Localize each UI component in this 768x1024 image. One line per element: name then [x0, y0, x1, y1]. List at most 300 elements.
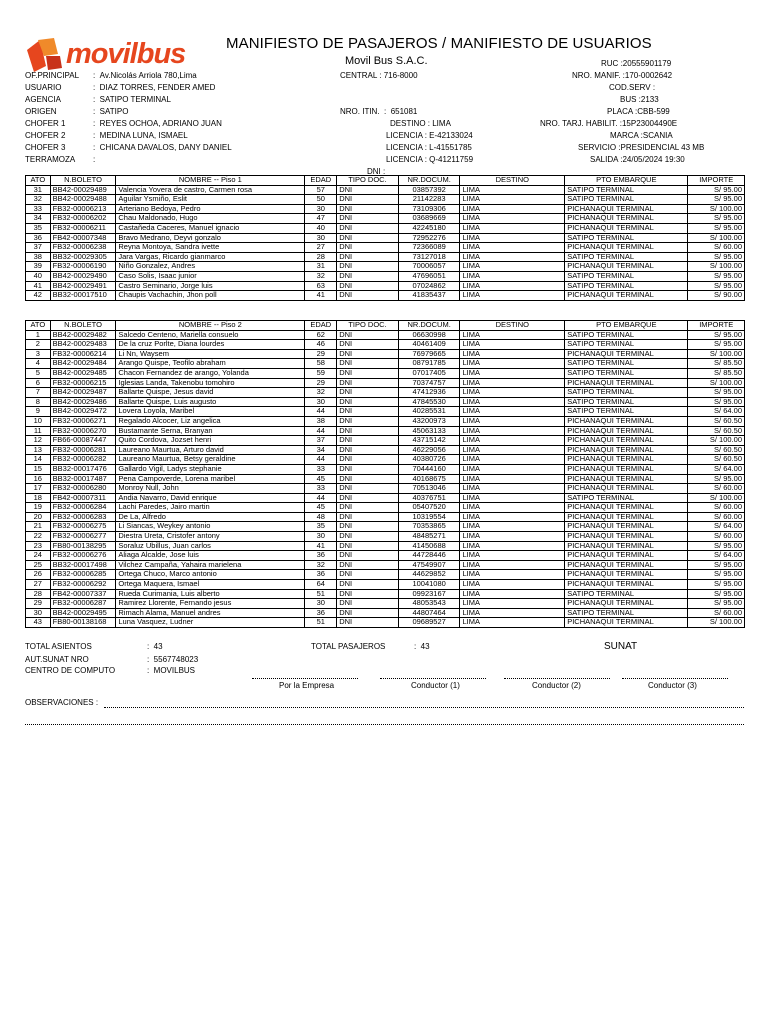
- col-tipo-doc: TIPO DOC.: [337, 321, 399, 331]
- table-cell: S/ 95.00: [688, 214, 745, 224]
- table-cell: 62: [305, 330, 337, 340]
- table-cell: 10041080: [398, 580, 460, 590]
- table-cell: LIMA: [460, 484, 565, 494]
- table-cell: Gallardo Vigil, Ladys stephanie: [116, 464, 305, 474]
- table-cell: SATIPO TERMINAL: [565, 271, 688, 281]
- col-destino: DESTINO: [460, 321, 565, 331]
- table-cell: FB32-00006276: [50, 551, 116, 561]
- table-cell: FB32-00006213: [50, 204, 116, 214]
- table-cell: PICHANAQUI TERMINAL: [565, 560, 688, 570]
- table-cell: DNI: [337, 541, 399, 551]
- table-row: [26, 503, 745, 513]
- table-cell: LIMA: [460, 349, 565, 359]
- table-cell: 03857392: [398, 185, 460, 195]
- table-cell: LIMA: [460, 330, 565, 340]
- col-edad: EDAD: [305, 176, 337, 186]
- table-row: [26, 262, 745, 272]
- table-cell: SATIPO TERMINAL: [565, 359, 688, 369]
- table-cell: 48053543: [398, 599, 460, 609]
- table-cell: S/ 85.50: [688, 368, 745, 378]
- signature-line: [252, 678, 358, 679]
- table-cell: 70513046: [398, 484, 460, 494]
- table-cell: S/ 95.00: [688, 185, 745, 195]
- table-cell: Ballarte Quispe, Jesus david: [116, 388, 305, 398]
- table-cell: FB32-00006214: [50, 349, 116, 359]
- table-cell: LIMA: [460, 388, 565, 398]
- table-cell: PICHANAQUI TERMINAL: [565, 580, 688, 590]
- table-cell: 27: [305, 243, 337, 253]
- table-cell: 30: [305, 204, 337, 214]
- table-cell: S/ 60.00: [688, 243, 745, 253]
- table-cell: S/ 95.00: [688, 570, 745, 580]
- table-cell: 09923167: [398, 589, 460, 599]
- table-cell: 72366089: [398, 243, 460, 253]
- table-cell: SATIPO TERMINAL: [565, 397, 688, 407]
- table-cell: DNI: [337, 330, 399, 340]
- table-row: [26, 551, 745, 561]
- table-cell: FB66-00087447: [50, 436, 116, 446]
- table-cell: 37: [26, 243, 51, 253]
- table-cell: S/ 95.00: [688, 397, 745, 407]
- table-cell: De La, Alfredo: [116, 512, 305, 522]
- table-row: [26, 532, 745, 542]
- table-cell: DNI: [337, 271, 399, 281]
- col-nombre: NOMBRE -- Piso 2: [116, 321, 305, 331]
- table-cell: 58: [305, 359, 337, 369]
- table-cell: 34: [305, 445, 337, 455]
- table-row: [26, 185, 745, 195]
- table-cell: 31: [305, 262, 337, 272]
- table-cell: 5: [26, 368, 51, 378]
- table-row: [26, 407, 745, 417]
- table-row: [26, 349, 745, 359]
- table-row: [26, 281, 745, 291]
- table-cell: 44728446: [398, 551, 460, 561]
- table-cell: 22: [26, 532, 51, 542]
- table-cell: 43: [26, 618, 51, 628]
- table-cell: 12: [26, 436, 51, 446]
- table-cell: DNI: [337, 397, 399, 407]
- table-cell: 32: [26, 195, 51, 205]
- table-cell: DNI: [337, 291, 399, 301]
- table-cell: BB32-00017487: [50, 474, 116, 484]
- table-cell: 05407520: [398, 503, 460, 513]
- table-row: [26, 291, 745, 301]
- table-cell: 36: [305, 608, 337, 618]
- movilbus-logo: [24, 36, 199, 74]
- table-cell: S/ 100.00: [688, 436, 745, 446]
- table-cell: 44: [305, 426, 337, 436]
- table-cell: S/ 95.00: [688, 330, 745, 340]
- table-cell: S/ 60.00: [688, 608, 745, 618]
- aut-sunat-label: AUT.SUNAT NRO: [25, 655, 89, 664]
- table-row: [26, 455, 745, 465]
- table-cell: SATIPO TERMINAL: [565, 589, 688, 599]
- passenger-table-floor-1: [25, 175, 745, 301]
- table-cell: 70444160: [398, 464, 460, 474]
- table-cell: SATIPO TERMINAL: [565, 388, 688, 398]
- table-cell: 36: [305, 551, 337, 561]
- header-field: NRO. TARJ. HABILIT. :15P23004490E: [540, 119, 678, 128]
- table-cell: 50: [305, 195, 337, 205]
- signature-line: [504, 678, 610, 679]
- table-cell: PICHANAQUI TERMINAL: [565, 416, 688, 426]
- table-cell: 43200973: [398, 416, 460, 426]
- table-cell: Lachi Paredes, Jairo martin: [116, 503, 305, 513]
- table-cell: 06630998: [398, 330, 460, 340]
- table-cell: PICHANAQUI TERMINAL: [565, 214, 688, 224]
- table-cell: DNI: [337, 570, 399, 580]
- table-cell: Caso Solis, Isaac junior: [116, 271, 305, 281]
- table-cell: 32: [305, 388, 337, 398]
- col-boleto: N.BOLETO: [50, 176, 116, 186]
- table-row: [26, 416, 745, 426]
- table-cell: DNI: [337, 426, 399, 436]
- table-cell: Rueda Curimania, Luis alberto: [116, 589, 305, 599]
- table-row: [26, 570, 745, 580]
- table-cell: PICHANAQUI TERMINAL: [565, 291, 688, 301]
- table-cell: S/ 100.00: [688, 349, 745, 359]
- table-cell: PICHANAQUI TERMINAL: [565, 484, 688, 494]
- table-cell: 14: [26, 455, 51, 465]
- table-cell: 40376751: [398, 493, 460, 503]
- table-cell: 07024862: [398, 281, 460, 291]
- table-row: [26, 252, 745, 262]
- table-cell: 40: [26, 271, 51, 281]
- table-cell: Li Nn, Waysem: [116, 349, 305, 359]
- table-cell: 31: [26, 185, 51, 195]
- table-row: [26, 223, 745, 233]
- table-cell: 20: [26, 512, 51, 522]
- table-cell: 34: [26, 214, 51, 224]
- table-cell: FB32-00006215: [50, 378, 116, 388]
- table-row: [26, 388, 745, 398]
- table-cell: LIMA: [460, 503, 565, 513]
- header-field: MARCA :SCANIA: [610, 131, 673, 140]
- header-right: [540, 58, 746, 166]
- table-row: [26, 397, 745, 407]
- table-cell: 10: [26, 416, 51, 426]
- table-cell: LIMA: [460, 464, 565, 474]
- observaciones-line: [25, 724, 744, 725]
- table-cell: 8: [26, 397, 51, 407]
- table-cell: Lovera Loyola, Maribel: [116, 407, 305, 417]
- table-cell: Pena Campoverde, Lorena maribel: [116, 474, 305, 484]
- table-cell: 41: [305, 291, 337, 301]
- table-cell: LIMA: [460, 618, 565, 628]
- header-field: NRO. ITIN. : 651081: [340, 107, 418, 116]
- table-row: [26, 541, 745, 551]
- table-cell: DNI: [337, 359, 399, 369]
- table-cell: DNI: [337, 252, 399, 262]
- table-cell: 38: [26, 252, 51, 262]
- table-cell: DNI: [337, 349, 399, 359]
- table-cell: Niño Gonzalez, Andres: [116, 262, 305, 272]
- table-cell: Monroy Null, John: [116, 484, 305, 494]
- table-row: [26, 599, 745, 609]
- table-cell: 51: [305, 589, 337, 599]
- table-cell: FB80-00138295: [50, 541, 116, 551]
- table-cell: DNI: [337, 618, 399, 628]
- table-cell: 40285531: [398, 407, 460, 417]
- table-cell: DNI: [337, 368, 399, 378]
- table-cell: PICHANAQUI TERMINAL: [565, 474, 688, 484]
- table-cell: Castañeda Caceres, Manuel ignacio: [116, 223, 305, 233]
- header-field: CHOFER 2 : MEDINA LUNA, ISMAEL: [25, 131, 188, 140]
- table-cell: BB42-00029485: [50, 368, 116, 378]
- table-cell: Laureano Maurtua, Arturo david: [116, 445, 305, 455]
- table-cell: 32: [305, 271, 337, 281]
- header-field: AGENCIA : SATIPO TERMINAL: [25, 95, 171, 104]
- table-cell: S/ 95.00: [688, 252, 745, 262]
- table-row: [26, 580, 745, 590]
- table-cell: 44: [305, 455, 337, 465]
- table-cell: LIMA: [460, 252, 565, 262]
- table-cell: S/ 60.50: [688, 416, 745, 426]
- table-cell: 73127018: [398, 252, 460, 262]
- table-cell: LIMA: [460, 262, 565, 272]
- table-row: [26, 368, 745, 378]
- table-cell: 25: [26, 560, 51, 570]
- table-cell: DNI: [337, 445, 399, 455]
- table-cell: DNI: [337, 608, 399, 618]
- table-cell: 23: [26, 541, 51, 551]
- table-row: [26, 484, 745, 494]
- table-cell: BB42-00029483: [50, 340, 116, 350]
- table-cell: 28: [26, 589, 51, 599]
- table-cell: BB32-00029305: [50, 252, 116, 262]
- col-pto-embarque: PTO EMBARQUE: [565, 321, 688, 331]
- table-cell: PICHANAQUI TERMINAL: [565, 204, 688, 214]
- table-cell: DNI: [337, 589, 399, 599]
- table-cell: LIMA: [460, 445, 565, 455]
- col-ato: ATO: [26, 321, 51, 331]
- header-field: COD.SERV :: [609, 83, 656, 92]
- table-cell: S/ 64.00: [688, 551, 745, 561]
- table-cell: 41450688: [398, 541, 460, 551]
- table-cell: S/ 64.00: [688, 464, 745, 474]
- table-header-row: [26, 176, 745, 186]
- table-cell: S/ 60.50: [688, 445, 745, 455]
- table-row: [26, 271, 745, 281]
- table-cell: De la cruz Porlte, Diana lourdes: [116, 340, 305, 350]
- table-cell: 70353865: [398, 522, 460, 532]
- table-cell: 32: [305, 560, 337, 570]
- table-cell: DNI: [337, 281, 399, 291]
- table-cell: DNI: [337, 560, 399, 570]
- table-cell: DNI: [337, 493, 399, 503]
- header-field: DNI :: [367, 167, 386, 176]
- col-importe: IMPORTE: [688, 321, 745, 331]
- table-cell: DNI: [337, 214, 399, 224]
- table-cell: 26: [26, 570, 51, 580]
- table-cell: 47412936: [398, 388, 460, 398]
- table-cell: BB42-00029491: [50, 281, 116, 291]
- table-cell: Rimach Alama, Manuel andres: [116, 608, 305, 618]
- table-cell: 47549907: [398, 560, 460, 570]
- aut-sunat-value: : 5567748023: [147, 655, 199, 664]
- table-cell: 33: [305, 464, 337, 474]
- table-cell: 35: [305, 522, 337, 532]
- table-row: [26, 378, 745, 388]
- sunat-label: SUNAT: [604, 641, 638, 652]
- table-cell: SATIPO TERMINAL: [565, 407, 688, 417]
- table-cell: BB42-00029495: [50, 608, 116, 618]
- table-cell: Ballarte Quispe, Luis augusto: [116, 397, 305, 407]
- brand-name: movilbus: [66, 38, 186, 70]
- table-cell: LIMA: [460, 436, 565, 446]
- table-cell: FB32-00006283: [50, 512, 116, 522]
- col-pto-embarque: PTO EMBARQUE: [565, 176, 688, 186]
- table-cell: FB32-00006211: [50, 223, 116, 233]
- table-cell: S/ 95.00: [688, 580, 745, 590]
- col-nr-docum: NR.DOCUM.: [398, 176, 460, 186]
- table-cell: S/ 85.50: [688, 359, 745, 369]
- table-cell: S/ 95.00: [688, 340, 745, 350]
- table-cell: S/ 95.00: [688, 560, 745, 570]
- table-cell: 40380726: [398, 455, 460, 465]
- table-cell: Aguilar Ysmiño, Eslit: [116, 195, 305, 205]
- table-cell: 10319554: [398, 512, 460, 522]
- table-cell: FB32-00006285: [50, 570, 116, 580]
- table-cell: S/ 100.00: [688, 618, 745, 628]
- table-cell: Ortega Chuco, Marco antonio: [116, 570, 305, 580]
- header-field: CHOFER 3 : CHICANA DAVALOS, DANY DANIEL: [25, 143, 232, 152]
- header-field: ORIGEN : SATIPO: [25, 107, 129, 116]
- table-cell: 72952276: [398, 233, 460, 243]
- company-name: Movil Bus S.A.C.: [345, 55, 428, 67]
- table-cell: 6: [26, 378, 51, 388]
- table-cell: 9: [26, 407, 51, 417]
- table-cell: 19: [26, 503, 51, 513]
- table-cell: DNI: [337, 503, 399, 513]
- signature-conductor-1: Conductor (1): [411, 681, 460, 690]
- table-cell: LIMA: [460, 455, 565, 465]
- table-cell: Chau Maldonado, Hugo: [116, 214, 305, 224]
- table-cell: 47: [305, 214, 337, 224]
- table-cell: PICHANAQUI TERMINAL: [565, 503, 688, 513]
- table-cell: BB32-00017476: [50, 464, 116, 474]
- table-cell: 76979665: [398, 349, 460, 359]
- table-cell: LIMA: [460, 532, 565, 542]
- table-cell: FB32-00006238: [50, 243, 116, 253]
- table-cell: S/ 100.00: [688, 262, 745, 272]
- table-cell: PICHANAQUI TERMINAL: [565, 512, 688, 522]
- table-cell: PICHANAQUI TERMINAL: [565, 532, 688, 542]
- table-cell: BB42-00029482: [50, 330, 116, 340]
- table-row: [26, 608, 745, 618]
- table-cell: BB42-00029484: [50, 359, 116, 369]
- table-cell: SATIPO TERMINAL: [565, 493, 688, 503]
- table-cell: FB32-00006277: [50, 532, 116, 542]
- table-cell: S/ 60.00: [688, 503, 745, 513]
- table-cell: DNI: [337, 185, 399, 195]
- table-cell: Chaupis Vachachin, Jhon poll: [116, 291, 305, 301]
- table-cell: Soraluz Ubillus, Juan carlos: [116, 541, 305, 551]
- table-cell: LIMA: [460, 281, 565, 291]
- table-cell: 03689669: [398, 214, 460, 224]
- table-cell: S/ 95.00: [688, 223, 745, 233]
- table-cell: LIMA: [460, 407, 565, 417]
- table-cell: 13: [26, 445, 51, 455]
- table-cell: 44629852: [398, 570, 460, 580]
- table-cell: S/ 60.50: [688, 426, 745, 436]
- table-cell: 09689527: [398, 618, 460, 628]
- table-cell: DNI: [337, 464, 399, 474]
- header-field: BUS :2133: [620, 95, 659, 104]
- table-cell: 30: [305, 599, 337, 609]
- table-cell: S/ 60.00: [688, 532, 745, 542]
- table-cell: FB32-00006287: [50, 599, 116, 609]
- table-cell: 41: [305, 541, 337, 551]
- table-cell: 2: [26, 340, 51, 350]
- table-cell: PICHANAQUI TERMINAL: [565, 445, 688, 455]
- table-cell: LIMA: [460, 560, 565, 570]
- table-row: [26, 330, 745, 340]
- table-cell: 44807464: [398, 608, 460, 618]
- table-cell: Diestra Ureta, Cristofer antony: [116, 532, 305, 542]
- signature-conductor-3: Conductor (3): [648, 681, 697, 690]
- col-nombre: NOMBRE -- Piso 1: [116, 176, 305, 186]
- table-cell: PICHANAQUI TERMINAL: [565, 349, 688, 359]
- header-field: TERRAMOZA :: [25, 155, 100, 164]
- total-pasajeros-label: TOTAL PASAJEROS: [311, 642, 386, 651]
- table-cell: LIMA: [460, 214, 565, 224]
- header-field: CHOFER 1 : REYES OCHOA, ADRIANO JUAN: [25, 119, 222, 128]
- table-cell: 7: [26, 388, 51, 398]
- table-cell: Iglesias Landa, Takenobu tomohiro: [116, 378, 305, 388]
- table-cell: FB32-00006275: [50, 522, 116, 532]
- table-row: [26, 340, 745, 350]
- table-cell: S/ 60.00: [688, 484, 745, 494]
- table-cell: S/ 90.00: [688, 291, 745, 301]
- table-cell: 33: [26, 204, 51, 214]
- table-cell: DNI: [337, 223, 399, 233]
- table-cell: 41835437: [398, 291, 460, 301]
- table-cell: 08791785: [398, 359, 460, 369]
- table-cell: PICHANAQUI TERMINAL: [565, 570, 688, 580]
- table-cell: DNI: [337, 580, 399, 590]
- table-cell: S/ 64.00: [688, 522, 745, 532]
- table-cell: LIMA: [460, 204, 565, 214]
- table-cell: 07017405: [398, 368, 460, 378]
- table-cell: Luna Vasquez, Ludner: [116, 618, 305, 628]
- table-cell: FB42-00007337: [50, 589, 116, 599]
- signature-conductor-2: Conductor (2): [532, 681, 581, 690]
- table-cell: SATIPO TERMINAL: [565, 252, 688, 262]
- table-cell: BB32-00017510: [50, 291, 116, 301]
- table-cell: FB80-00138168: [50, 618, 116, 628]
- table-cell: 11: [26, 426, 51, 436]
- table-cell: 43715142: [398, 436, 460, 446]
- table-row: [26, 233, 745, 243]
- table-cell: 39: [26, 262, 51, 272]
- table-cell: SATIPO TERMINAL: [565, 195, 688, 205]
- table-cell: DNI: [337, 340, 399, 350]
- table-cell: 64: [305, 580, 337, 590]
- table-cell: SATIPO TERMINAL: [565, 368, 688, 378]
- table-cell: BB42-00029486: [50, 397, 116, 407]
- table-cell: 17: [26, 484, 51, 494]
- table-cell: SATIPO TERMINAL: [565, 330, 688, 340]
- table-cell: 48: [305, 512, 337, 522]
- table-cell: LIMA: [460, 368, 565, 378]
- signature-line: [380, 678, 486, 679]
- table-cell: 38: [305, 416, 337, 426]
- table-cell: 21: [26, 522, 51, 532]
- table-cell: 27: [26, 580, 51, 590]
- table-cell: Andia Navarro, David enrique: [116, 493, 305, 503]
